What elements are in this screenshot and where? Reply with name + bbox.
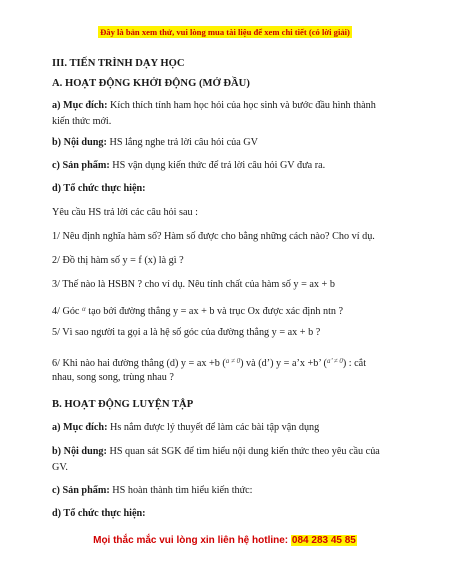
hotline-number: 084 283 45 85: [291, 535, 356, 546]
preview-banner: [0, 22, 450, 40]
part-b-org: [52, 506, 146, 522]
part-a-product-label: c) Sản phẩm:: [52, 160, 110, 171]
part-a-objective-label: a) Mục đích:: [52, 100, 108, 111]
part-a-org: [52, 181, 146, 197]
question-4-end: tạo bởi đường thẳng y = ax + b và trục Ox được xác định ntn ?: [88, 306, 344, 317]
question-6-part-c: ) : cắt: [342, 358, 367, 369]
part-b-objective-label: a) Mục đích:: [52, 422, 108, 433]
part-a-content-text: HS lắng nghe trả lời câu hỏi của GV: [109, 137, 259, 148]
section-heading: III. TIẾN TRÌNH DẠY HỌC: [52, 58, 185, 69]
condition-a-nonzero: a ≠ 0: [225, 357, 241, 365]
part-a-objective-text: Kích thích tính ham học hỏi của học sinh và bước đầu hình thành: [110, 100, 376, 111]
part-b-content-text: HS quan sát SGK để tìm hiểu nội dung kiến thức theo yêu cầu của: [109, 446, 380, 457]
part-a-objective-line-2: kiến thức mới.: [52, 116, 112, 127]
part-a-product: [52, 158, 325, 174]
hotline-banner: [0, 535, 450, 546]
part-b-product-label: c) Sản phẩm:: [52, 485, 110, 496]
part-b-content-label: b) Nội dung:: [52, 446, 107, 457]
part-b-objective-text: Hs nắm được lý thuyết để làm các bài tập vận dụng: [110, 422, 320, 433]
part-b-org-label: d) Tổ chức thực hiện:: [52, 508, 146, 519]
part-b-product-text: HS hoàn thành tìm hiểu kiến thức:: [112, 485, 253, 496]
part-a-objective-line-1: [52, 98, 376, 114]
question-3: 3/ Thế nào là HSBN ? cho ví dụ. Nêu tính chất của hàm số y = ax + b: [52, 279, 335, 290]
question-4: [52, 301, 343, 320]
part-b-content-line-1: [52, 444, 380, 460]
part-a-content-label: b) Nội dung:: [52, 137, 107, 148]
part-b-objective: [52, 420, 319, 436]
question-5: 5/ Vì sao người ta gọi a là hệ số góc của đường thẳng y = ax + b ?: [52, 327, 321, 338]
question-6-part-b: ) và (d’) y = a’x +b’ (: [240, 358, 327, 369]
part-a-org-label: d) Tổ chức thực hiện:: [52, 183, 146, 194]
part-b-product: [52, 483, 253, 499]
part-a-product-text: HS vận dụng kiến thức để trả lời câu hỏi GV đưa ra.: [112, 160, 326, 171]
question-6-part-a: 6/ Khi nào hai đường thẳng (d) y = ax +b (: [52, 358, 226, 369]
part-a-heading: A. HOẠT ĐỘNG KHỞI ĐỘNG (MỞ ĐẦU): [52, 78, 250, 89]
question-1: 1/ Nêu định nghĩa hàm số? Hàm số được cho bằng những cách nào? Cho ví dụ.: [52, 231, 375, 242]
part-a-content: [52, 135, 258, 151]
part-b-content-line-2: GV.: [52, 462, 68, 473]
alpha-symbol: α: [82, 305, 86, 313]
preview-banner-text: Đây là bản xem thử, vui lòng mua tài liệu để xem chi tiết (có lời giải): [100, 27, 350, 37]
condition-a-prime-nonzero: a’ ≠ 0: [326, 357, 343, 365]
part-b-heading: B. HOẠT ĐỘNG LUYỆN TẬP: [52, 399, 194, 410]
questions-intro: Yêu cầu HS trả lời các câu hỏi sau :: [52, 207, 198, 218]
question-2: 2/ Đồ thị hàm số y = f (x) là gì ?: [52, 255, 184, 266]
hotline-text: Mọi thắc mắc vui lòng xin liên hệ hotline:: [93, 535, 289, 546]
question-6-line-2: nhau, song song, trùng nhau ?: [52, 372, 174, 383]
question-4-start: 4/ Góc: [52, 306, 80, 317]
